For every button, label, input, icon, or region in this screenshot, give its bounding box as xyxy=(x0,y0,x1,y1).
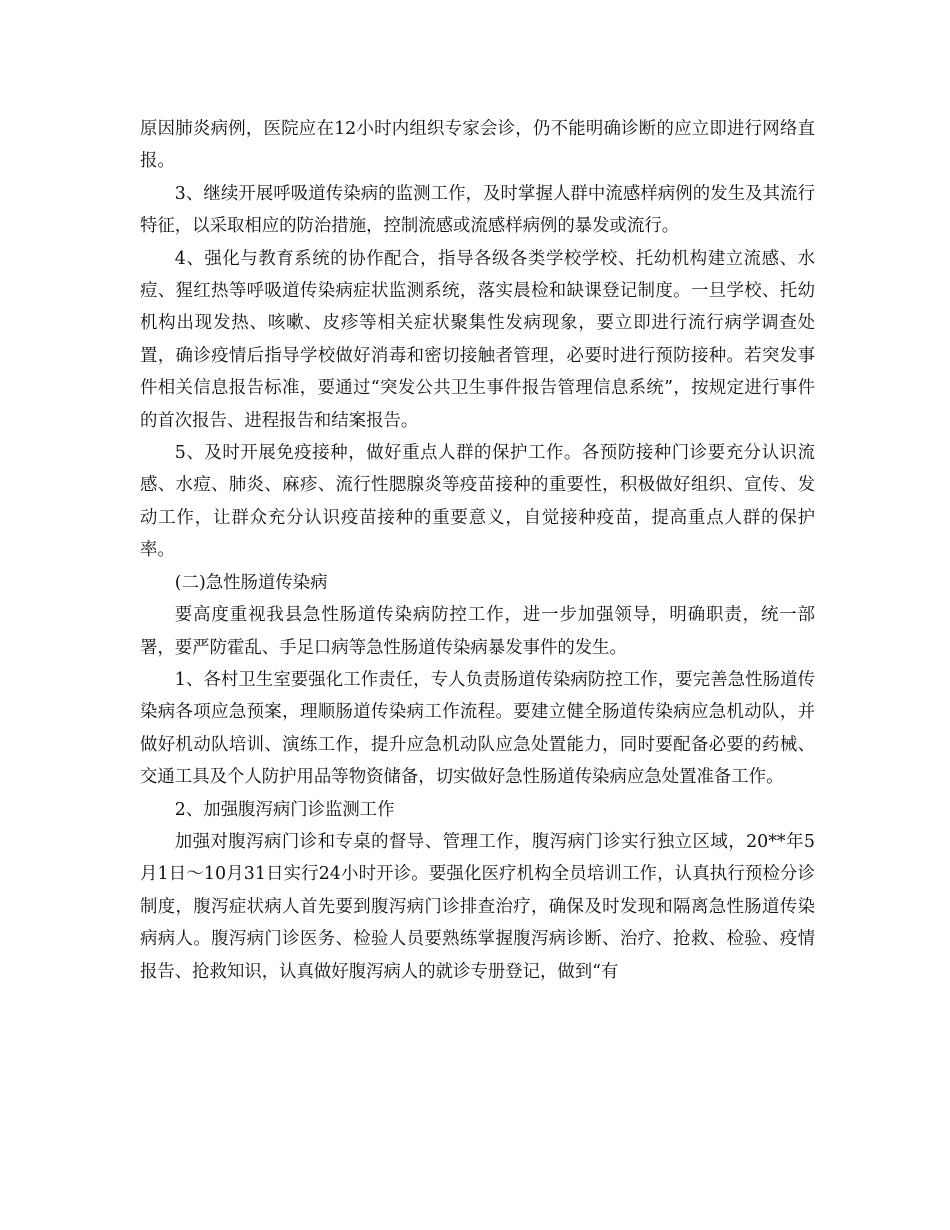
paragraph-3: 4、强化与教育系统的协作配合，指导各级各类学校学校、托幼机构建立流感、水痘、猩红热等呼吸道传染病症状监测系统，落实晨检和缺课登记制度。一旦学校、托幼机构出现发热、咳嗽、皮疹等相关症状聚集性发病现象，要立即进行流行病学调查处置，确诊疫情后指导学校做好消毒和密切接触者管理，必要时进行预防接种。若突发事件相关信息报告标准，要通过“突发公共卫生事件报告管理信息系统”，按规定进行事件的首次报告、进程报告和结案报告。 xyxy=(140,248,815,431)
document-page xyxy=(140,113,815,988)
paragraph-7: 1、各村卫生室要强化工作责任，专人负责肠道传染病防控工作，要完善急性肠道传染病各项应急预案，理顺肠道传染病工作流程。要建立健全肠道传染病应急机动队，并做好机动队培训、演练工作，提升应急机动队应急处置能力，同时要配备必要的药械、交通工具及个人防护用品等物资储备，切实做好急性肠道传染病应急处置准备工作。 xyxy=(140,669,815,788)
paragraph-9: 加强对腹泻病门诊和专桌的督导、管理工作，腹泻病门诊实行独立区域，20**年5月1日～10月31日实行24小时开诊。要强化医疗机构全员培训工作，认真执行预检分诊制度，腹泻症状病人首先要到腹泻病门诊排查治疗，确保及时发现和隔离急性肠道传染病病人。腹泻病门诊医务、检验人员要熟练掌握腹泻病诊断、治疗、抢救、检验、疫情报告、抢救知识，认真做好腹泻病人的就诊专册登记，做到“有 xyxy=(140,831,815,982)
paragraph-1: 原因肺炎病例，医院应在12小时内组织专家会诊，仍不能明确诊断的应立即进行网络直报。 xyxy=(140,119,815,172)
section-heading: (二)急性肠道传染病 xyxy=(174,572,328,593)
subsection-heading: 2、加强腹泻病门诊监测工作 xyxy=(174,799,395,820)
paragraph-6: 要高度重视我县急性肠道传染病防控工作，进一步加强领导，明确职责，统一部署，要严防霍乱、手足口病等急性肠道传染病暴发事件的发生。 xyxy=(140,605,815,658)
paragraph-4: 5、及时开展免疫接种，做好重点人群的保护工作。各预防接种门诊要充分认识流感、水痘、肺炎、麻疹、流行性腮腺炎等疫苗接种的重要性，积极做好组织、宣传、发动工作，让群众充分认识疫苗接种的重要意义，自觉接种疫苗，提高重点人群的保护率。 xyxy=(140,443,815,561)
paragraph-2: 3、继续开展呼吸道传染病的监测工作，及时掌握人群中流感样病例的发生及其流行特征，以采取相应的防治措施，控制流感或流感样病例的暴发或流行。 xyxy=(140,183,815,237)
